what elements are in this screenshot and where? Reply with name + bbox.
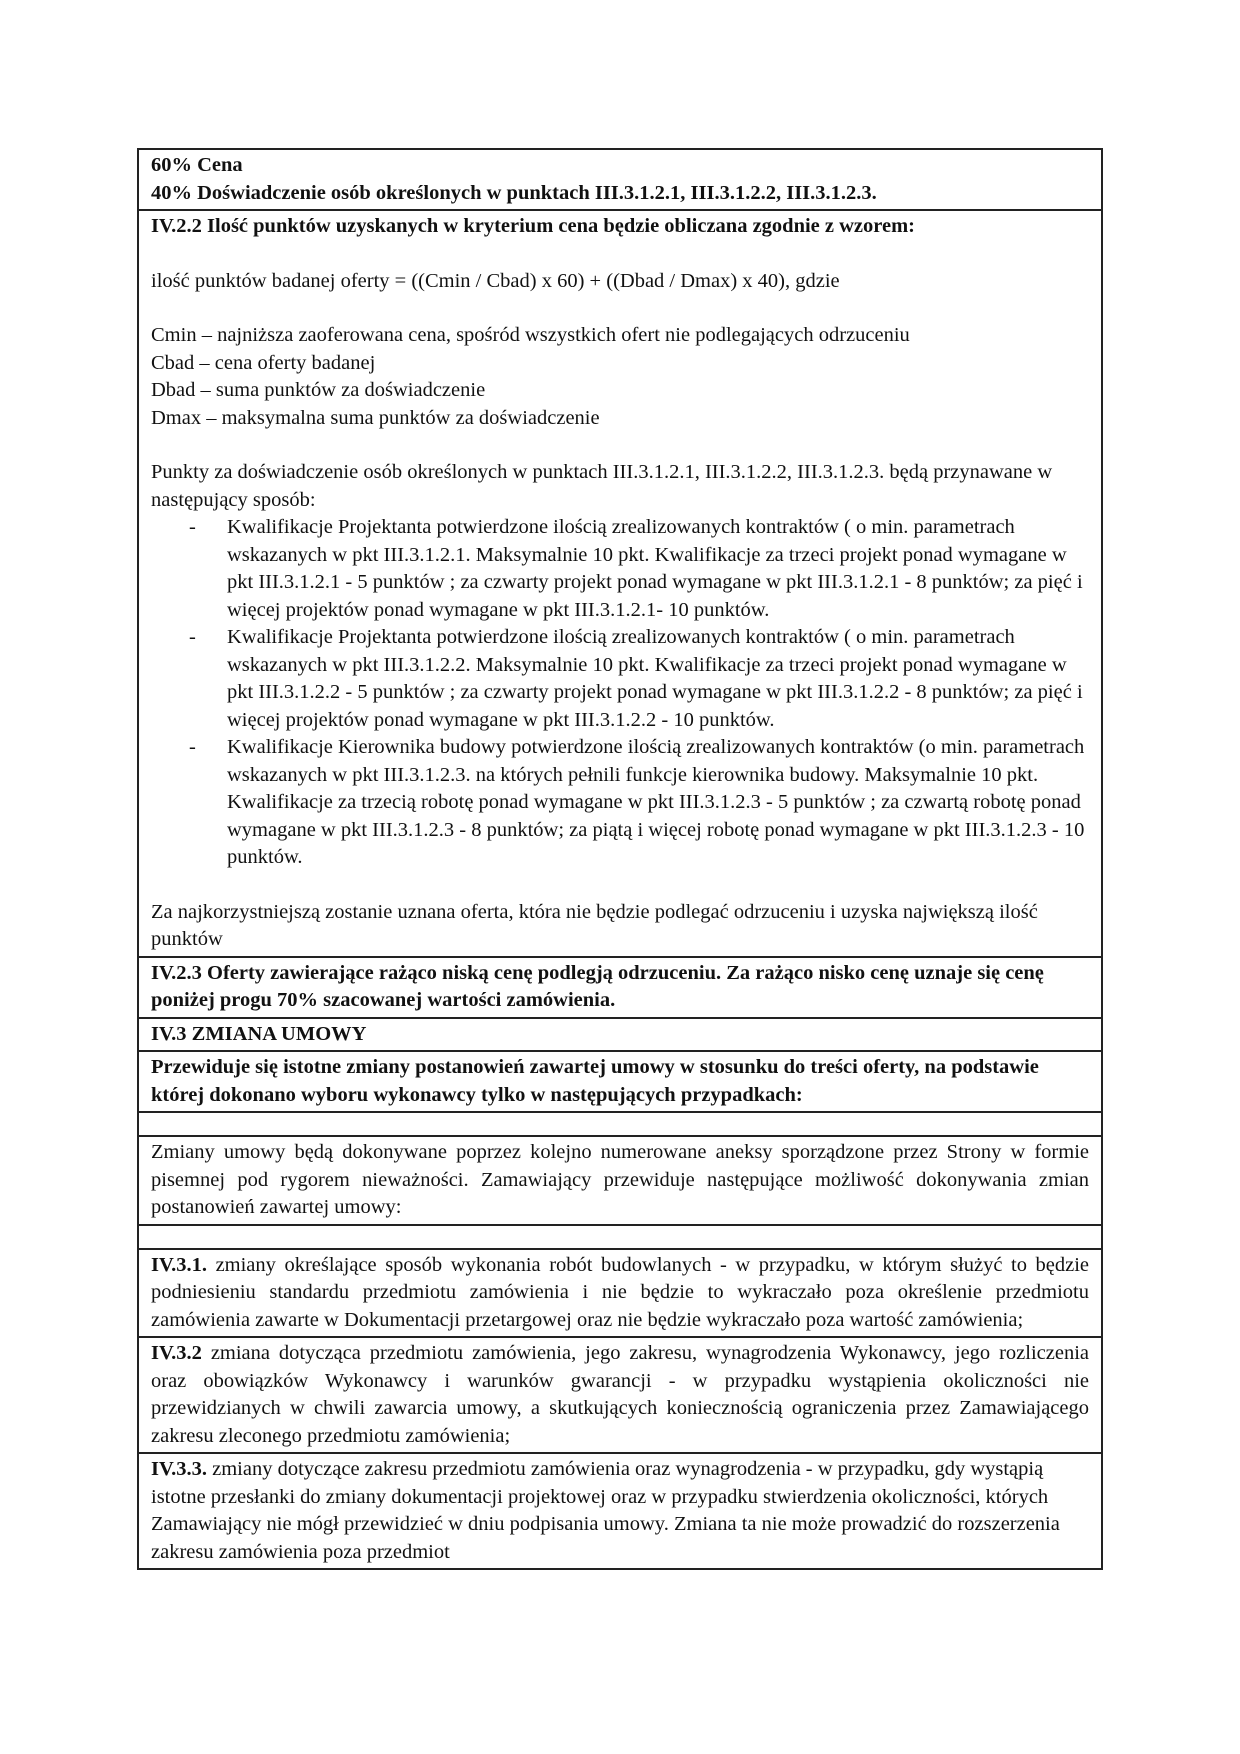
document-table [137, 148, 1103, 1570]
section-iv31-text: zmiany określające sposób wykonania robót budowlanych - w przypadku, w którym służyć to będzie podniesieniu standardu przedmiotu zamówienia i nie będzie to wykraczało poza określenie przedmiotu zamówienia zawarte w Dokumentacji przetargowej oraz nie będzie wykraczało poza wartość zamówienia; [151, 1253, 1089, 1331]
experience-criteria-list [151, 514, 1089, 872]
spacer [151, 432, 1089, 459]
section-iv32-row [139, 1338, 1101, 1454]
experience-points-intro: Punkty za doświadczenie osób określonych w punktach III.3.1.2.1, III.3.1.2.2, III.3.1.2.3. będą przynawane w następujący sposób: [151, 461, 1053, 511]
empty-row [139, 1226, 1101, 1250]
section-iv32-label: IV.3.2 [151, 1342, 202, 1364]
contract-changes-row [139, 1137, 1101, 1226]
section-iv32-text: zmiana dotycząca przedmiotu zamówienia, jego zakresu, wynagrodzenia Wykonawcy, jego rozliczenia oraz obowiązków Wykonawcy i warunków gwarancji - w przypadku wystąpienia okoliczności nie przewidzianych w chwili zawarcia umowy, a skutkujących koniecznością ograniczenia przez Zamawiającego zakresu zleconego przedmiotu zamówienia; [151, 1342, 1089, 1447]
criteria-price-line: 60% Cena [151, 154, 243, 176]
section-iv23-row [139, 958, 1101, 1019]
definition-cmin: Cmin – najniższa zaoferowana cena, spośród wszystkich ofert nie podlegających odrzuceniu [151, 324, 910, 346]
section-iv22-heading: IV.2.2 Ilość punktów uzyskanych w kryterium cena będzie obliczana zgodnie z wzorem: [151, 215, 915, 237]
contract-changes-text: Zmiany umowy będą dokonywane poprzez kolejno numerowane aneksy sporządzone przez Strony w formie pisemnej pod rygorem nieważności. Zamawiający przewiduje następujące możliwość dokonywania zmian postanowień zawartej umowy: [151, 1141, 1089, 1218]
section-iv23-text: IV.2.3 Oferty zawierające rażąco niską cenę podlegją odrzuceniu. Za rażąco nisko cenę uznaje się cenę poniżej progu 70% szacowanej wartości zamówienia. [151, 961, 1044, 1011]
list-item [151, 514, 1089, 624]
list-bullet: - [189, 516, 196, 538]
criteria-experience-line: 40% Doświadczenie osób określonych w punktach III.3.1.2.1, III.3.1.2.2, III.3.1.2.3. [151, 181, 877, 204]
list-item-text: Kwalifikacje Projektanta potwierdzone ilością zrealizowanych kontraktów ( o min. parametrach wskazanych w pkt III.3.1.2.1. Maksymalnie 10 pkt. Kwalifikacje za trzeci projekt ponad wymagane w pkt III.3.1.2.1 - 5 punktów ; za czwarty projekt ponad wymagane w pkt III.3.1.2.1 - 8 punktów; za pięć i więcej projektów ponad wymagane w pkt III.3.1.2.1- 10 punktów. [227, 516, 1083, 621]
criteria-header-row [139, 150, 1101, 211]
empty-row [139, 1113, 1101, 1137]
section-iv33-text: zmiany dotyczące zakresu przedmiotu zamówienia oraz wynagrodzenia - w przypadku, gdy wystąpią istotne przesłanki do zmiany dokumentacji projektowej oraz w przypadku stwierdzenia okoliczności, których Zamawiający nie mógł przewidzieć w dniu podpisania umowy. Zmiana ta nie może prowadzić do rozszerzenia zakresu zamówienia poza przedmiot [151, 1458, 1060, 1563]
section-iv33-label: IV.3.3. [151, 1458, 208, 1480]
spacer [151, 241, 1089, 268]
section-iv31-label: IV.3.1. [151, 1253, 208, 1276]
list-item-text: Kwalifikacje Kierownika budowy potwierdzone ilością zrealizowanych kontraktów (o min. parametrach wskazanych w pkt III.3.1.2.3. na których pełnili funkcje kierownika budowy. Maksymalnie 10 pkt. Kwalifikacje za trzecią robotę ponad wymagane w pkt III.3.1.2.3 - 5 punktów ; za czwartą robotę ponad wymagane w pkt III.3.1.2.3 - 8 punktów; za piątą i więcej robotę ponad wymagane w pkt III.3.1.2.3 - 10 punktów. [227, 736, 1085, 868]
section-iv3-heading: IV.3 ZMIANA UMOWY [151, 1022, 367, 1045]
spacer [151, 295, 1089, 322]
section-iv3-intro-row [139, 1052, 1101, 1113]
section-iv33-row [139, 1454, 1101, 1568]
spacer [151, 872, 1089, 899]
section-iv3-intro: Przewiduje się istotne zmiany postanowień zawartej umowy w stosunku do treści oferty, na podstawie której dokonano wyboru wykonawcy tylko w następujących przypadkach: [151, 1056, 1039, 1106]
definition-dmax: Dmax – maksymalna suma punktów za doświadczenie [151, 406, 600, 429]
list-bullet: - [189, 626, 196, 648]
section-iv3-heading-row [139, 1019, 1101, 1053]
definition-cbad: Cbad – cena oferty badanej [151, 351, 376, 374]
list-bullet: - [189, 736, 196, 758]
list-item [151, 624, 1089, 734]
list-item [151, 734, 1089, 872]
list-item-text: Kwalifikacje Projektanta potwierdzone ilością zrealizowanych kontraktów ( o min. parametrach wskazanych w pkt III.3.1.2.2. Maksymalnie 10 pkt. Kwalifikacje za trzeci projekt ponad wymagane w pkt III.3.1.2.2 - 5 punktów ; za czwarty projekt ponad wymagane w pkt III.3.1.2.2 - 8 punktów; za pięć i więcej projektów ponad wymagane w pkt III.3.1.2.2 - 10 punktów. [227, 626, 1083, 731]
best-offer-closing: Za najkorzystniejszą zostanie uznana oferta, która nie będzie podlegać odrzuceniu i uzyska największą ilość punktów [151, 900, 1038, 950]
scoring-formula: ilość punktów badanej oferty = ((Cmin / Cbad) x 60) + ((Dbad / Dmax) x 40), gdzie [151, 269, 840, 292]
section-iv22-row [139, 211, 1101, 958]
definition-dbad: Dbad – suma punktów za doświadczenie [151, 379, 486, 401]
section-iv31-row [139, 1250, 1101, 1339]
